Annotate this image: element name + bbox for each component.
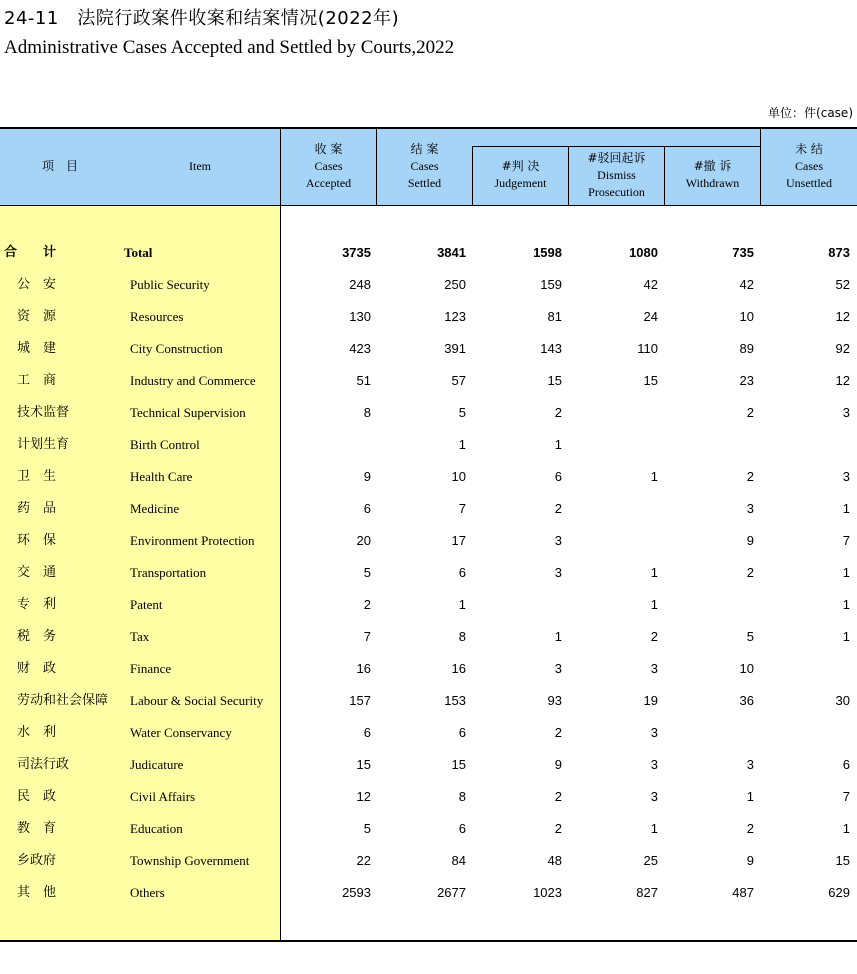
total-row (0, 237, 857, 269)
cell-value: 1 (650, 469, 658, 484)
cell-value: 3 (842, 469, 850, 484)
cell-value: 1 (554, 437, 562, 452)
row-label-en: Total (124, 245, 153, 260)
cell-value: 2 (746, 469, 754, 484)
cell-value: 89 (739, 341, 754, 356)
cell-value: 735 (732, 245, 754, 260)
row-label-cn: 合 计 (4, 245, 57, 260)
cell-value: 3841 (437, 245, 466, 260)
cell-value: 1598 (533, 245, 562, 260)
cell-value: 5 (363, 821, 371, 836)
cell-value: 2 (554, 405, 562, 420)
cell-value: 81 (547, 309, 562, 324)
cell-value: 1 (554, 629, 562, 644)
cell-value: 3735 (342, 245, 371, 260)
cell-value: 9 (363, 469, 371, 484)
cell-value: 1080 (629, 245, 658, 260)
row-label-cn: 司法行政 (17, 757, 70, 772)
cell-value: 487 (732, 885, 754, 900)
cell-value: 7 (363, 629, 371, 644)
cell-value: 9 (554, 757, 562, 772)
cell-value: 9 (746, 853, 754, 868)
cell-value: 2 (746, 405, 754, 420)
cell-value: 3 (842, 405, 850, 420)
cell-value: 6 (458, 725, 466, 740)
cell-value: 1 (458, 597, 466, 612)
cell-value: 48 (547, 853, 562, 868)
row-label-en: Civil Affairs (130, 789, 196, 804)
cell-value: 20 (356, 533, 371, 548)
row-label-en: Finance (130, 661, 172, 676)
table-row (0, 461, 857, 493)
cell-value: 6 (363, 725, 371, 740)
cell-value: 15 (356, 757, 371, 772)
cell-value: 6 (842, 757, 850, 772)
row-label-cn: 计划生育 (17, 437, 70, 452)
row-label-cn: 其 他 (17, 885, 57, 900)
cell-value: 873 (828, 245, 850, 260)
cell-value: 2 (746, 821, 754, 836)
cell-value: 123 (444, 309, 466, 324)
table-header (0, 127, 857, 206)
row-label-cn: 工 商 (17, 373, 57, 388)
table-row (0, 429, 857, 461)
cell-value: 159 (540, 277, 562, 292)
cell-value: 2 (554, 501, 562, 516)
cell-value: 5 (458, 405, 466, 420)
cell-value: 7 (842, 789, 850, 804)
cell-value: 153 (444, 693, 466, 708)
row-label-en: Township Government (130, 853, 250, 868)
header-accepted (281, 141, 376, 192)
table-row (0, 749, 857, 781)
cell-value: 2 (554, 821, 562, 836)
cell-value: 7 (842, 533, 850, 548)
cell-value: 1 (842, 629, 850, 644)
cell-value: 24 (643, 309, 658, 324)
cell-value: 6 (458, 821, 466, 836)
cell-value: 10 (451, 469, 466, 484)
cell-value: 25 (643, 853, 658, 868)
cell-value: 2 (554, 725, 562, 740)
cell-value: 1 (650, 565, 658, 580)
header-dismiss-en2: Prosecution (588, 185, 645, 199)
cell-value: 3 (650, 757, 658, 772)
table-title-english: Administrative Cases Accepted and Settled by Courts,2022 (4, 37, 455, 58)
cell-value: 6 (554, 469, 562, 484)
row-label-en: Labour & Social Security (130, 693, 264, 708)
header-dismiss (569, 150, 664, 201)
cell-value: 17 (451, 533, 466, 548)
header-unsettled-en1: Cases (795, 159, 823, 173)
row-label-en: Others (130, 885, 165, 900)
row-label-cn: 税 务 (17, 629, 57, 644)
cell-value: 23 (739, 373, 754, 388)
header-divider (472, 147, 473, 206)
row-label-en: Health Care (130, 469, 193, 484)
cell-value: 10 (739, 661, 754, 676)
cell-value: 2 (363, 597, 371, 612)
table-row (0, 781, 857, 813)
cell-value: 6 (363, 501, 371, 516)
table-bottom-rule (0, 940, 857, 942)
row-label-cn: 教 育 (17, 821, 57, 836)
cell-value: 16 (451, 661, 466, 676)
row-label-en: Industry and Commerce (130, 373, 256, 388)
header-item-cn: 项 目 (41, 159, 78, 173)
cell-value: 1 (842, 821, 850, 836)
row-label-cn: 药 品 (17, 501, 57, 516)
header-dismiss-cn: #驳回起诉 (587, 151, 646, 165)
cell-value: 3 (650, 789, 658, 804)
row-label-cn: 城 建 (17, 341, 57, 356)
cell-value: 2 (650, 629, 658, 644)
cell-value: 2593 (342, 885, 371, 900)
header-accepted-cn: 收 案 (314, 142, 343, 156)
row-label-cn: 乡政府 (17, 853, 57, 868)
cell-value: 2 (554, 789, 562, 804)
cell-value: 9 (746, 533, 754, 548)
row-label-cn: 水 利 (17, 725, 57, 740)
cell-value: 3 (650, 661, 658, 676)
cell-value: 423 (349, 341, 371, 356)
row-label-cn: 劳动和社会保障 (17, 693, 109, 708)
table-row (0, 589, 857, 621)
header-withdrawn-en: Withdrawn (685, 176, 740, 190)
cell-value: 93 (547, 693, 562, 708)
row-label-cn: 民 政 (17, 789, 57, 804)
cell-value: 57 (451, 373, 466, 388)
table-row (0, 717, 857, 749)
header-unsettled-en2: Unsettled (786, 176, 832, 190)
row-label-en: Water Conservancy (130, 725, 232, 740)
cell-value: 7 (458, 501, 466, 516)
row-label-en: Technical Supervision (130, 405, 246, 420)
header-settled-cn: 结 案 (410, 142, 439, 156)
cell-value: 1 (746, 789, 754, 804)
row-label-en: Birth Control (130, 437, 200, 452)
header-accepted-en1: Cases (314, 159, 343, 173)
table-row (0, 557, 857, 589)
row-label-en: Tax (130, 629, 150, 644)
table-row (0, 397, 857, 429)
header-judgement (473, 158, 568, 192)
row-label-cn: 专 利 (17, 597, 57, 612)
row-label-en: Public Security (130, 277, 210, 292)
cell-value: 15 (547, 373, 562, 388)
header-item-en: Item (189, 159, 211, 173)
cell-value: 30 (835, 693, 850, 708)
cell-value: 5 (363, 565, 371, 580)
cell-value: 15 (835, 853, 850, 868)
cell-value: 12 (835, 373, 850, 388)
cell-value: 3 (554, 661, 562, 676)
row-label-en: Patent (130, 597, 163, 612)
cell-value: 51 (356, 373, 371, 388)
header-settled-en1: Cases (410, 159, 439, 173)
cell-value: 16 (356, 661, 371, 676)
cell-value: 22 (356, 853, 371, 868)
cell-value: 1 (842, 501, 850, 516)
row-label-cn: 技术监督 (17, 405, 70, 420)
table-row (0, 493, 857, 525)
header-divider (376, 129, 377, 206)
cell-value: 3 (746, 757, 754, 772)
cell-value: 19 (643, 693, 658, 708)
header-withdrawn-cn: #撤 诉 (693, 159, 732, 173)
table-row (0, 525, 857, 557)
cell-value: 1 (458, 437, 466, 452)
cell-value: 248 (349, 277, 371, 292)
cell-value: 3 (554, 565, 562, 580)
row-label-en: Transportation (130, 565, 207, 580)
table-row (0, 845, 857, 877)
table-row (0, 621, 857, 653)
row-label-cn: 卫 生 (17, 469, 57, 484)
cell-value: 2 (746, 565, 754, 580)
cell-value: 157 (349, 693, 371, 708)
table-row (0, 685, 857, 717)
row-label-cn: 公 安 (17, 277, 57, 292)
cell-value: 12 (356, 789, 371, 804)
cell-value: 1 (650, 597, 658, 612)
cell-value: 5 (746, 629, 754, 644)
cell-value: 1 (842, 565, 850, 580)
row-label-cn: 交 通 (17, 565, 57, 580)
header-settled-en2: Settled (407, 176, 442, 190)
cell-value: 92 (835, 341, 850, 356)
cell-value: 827 (636, 885, 658, 900)
cell-value: 1 (842, 597, 850, 612)
header-unsettled (761, 141, 857, 192)
cell-value: 8 (458, 629, 466, 644)
cell-value: 36 (739, 693, 754, 708)
header-withdrawn (665, 158, 760, 192)
table-title-chinese: 24-11 法院行政案件收案和结案情况(2022年) (4, 8, 400, 29)
header-unsettled-cn: 未 结 (795, 142, 823, 156)
cell-value: 1 (650, 821, 658, 836)
cell-value: 2677 (437, 885, 466, 900)
row-label-en: City Construction (130, 341, 223, 356)
cell-value: 52 (835, 277, 850, 292)
row-label-cn: 环 保 (17, 533, 57, 548)
header-dismiss-en1: Dismiss (597, 168, 636, 182)
cell-value: 8 (363, 405, 371, 420)
header-divider (664, 147, 665, 206)
cell-value: 15 (643, 373, 658, 388)
header-settled (377, 141, 472, 192)
header-subdivider (472, 146, 760, 147)
unit-label: 单位：件(case) (768, 106, 853, 120)
cell-value: 110 (637, 341, 658, 356)
cell-value: 3 (650, 725, 658, 740)
header-divider (760, 129, 761, 206)
cell-value: 250 (444, 277, 466, 292)
table-row (0, 877, 857, 909)
cell-value: 15 (451, 757, 466, 772)
header-divider (280, 129, 281, 206)
cell-value: 3 (746, 501, 754, 516)
cell-value: 1023 (533, 885, 562, 900)
row-label-en: Environment Protection (130, 533, 255, 548)
table-row (0, 269, 857, 301)
cell-value: 8 (458, 789, 466, 804)
row-label-cn: 财 政 (17, 661, 57, 676)
row-label-en: Medicine (130, 501, 180, 516)
cell-value: 629 (828, 885, 850, 900)
table-row (0, 301, 857, 333)
table-row (0, 813, 857, 845)
cell-value: 391 (444, 341, 466, 356)
cell-value: 6 (458, 565, 466, 580)
cell-value: 143 (540, 341, 562, 356)
header-judgement-en: Judgement (494, 176, 547, 190)
row-label-cn: 资 源 (17, 309, 57, 324)
header-judgement-cn: #判 决 (501, 159, 540, 173)
cell-value: 12 (835, 309, 850, 324)
cell-value: 42 (739, 277, 754, 292)
cell-value: 84 (451, 853, 466, 868)
header-accepted-en2: Accepted (305, 176, 352, 190)
row-label-en: Judicature (130, 757, 184, 772)
cell-value: 3 (554, 533, 562, 548)
cell-value: 130 (349, 309, 371, 324)
header-divider (568, 147, 569, 206)
cell-value: 42 (643, 277, 658, 292)
table-row (0, 365, 857, 397)
row-label-en: Education (130, 821, 183, 836)
table-row (0, 653, 857, 685)
table-row (0, 333, 857, 365)
cell-value: 10 (739, 309, 754, 324)
row-label-en: Resources (130, 309, 184, 324)
